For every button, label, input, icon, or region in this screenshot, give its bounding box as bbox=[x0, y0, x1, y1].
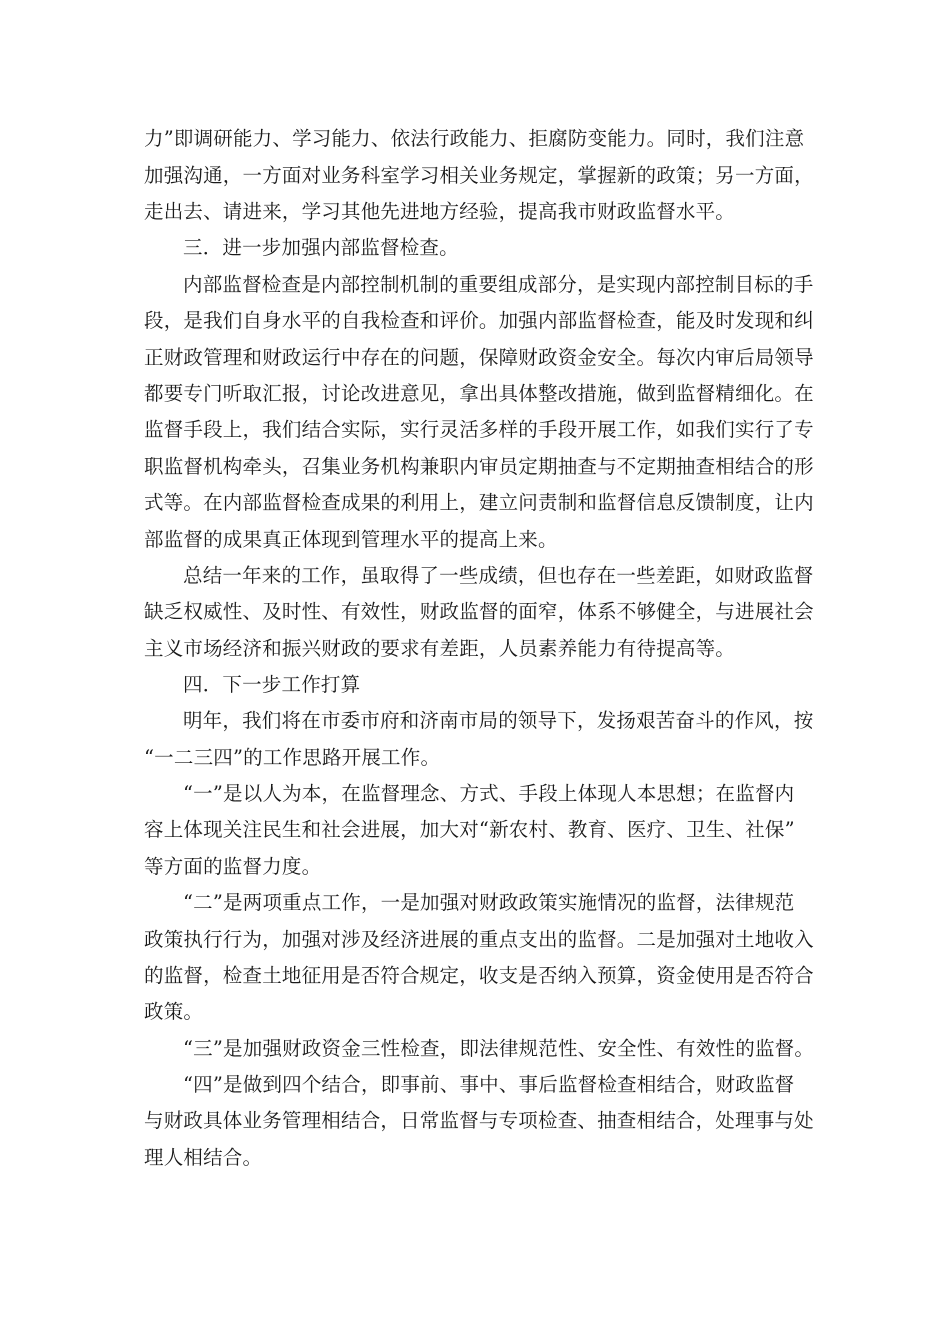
text-line: 理人相结合。 bbox=[144, 1146, 263, 1169]
text-line: 明年，我们将在市委市府和济南市局的领导下，发扬艰苦奋斗的作风，按 bbox=[183, 709, 814, 732]
text-line: 缺乏权威性、及时性、有效性，财政监督的面窄，体系不够健全，与进展社会 bbox=[144, 600, 814, 623]
text-line: “二”是两项重点工作，一是加强对财政政策实施情况的监督，法律规范 bbox=[183, 891, 795, 914]
text-line: 与财政具体业务管理相结合，日常监督与专项检查、抽查相结合，处理事与处 bbox=[144, 1109, 814, 1132]
section-heading: 三．进一步加强内部监督检查。 bbox=[183, 236, 459, 259]
text-line: 段，是我们自身水平的自我检查和评价。加强内部监督检查，能及时发现和纠 bbox=[144, 309, 814, 332]
text-line: 监督手段上，我们结合实际，实行灵活多样的手段开展工作，如我们实行了专 bbox=[144, 418, 814, 441]
text-line: “一”是以人为本，在监督理念、方式、手段上体现人本思想；在监督内 bbox=[183, 782, 795, 805]
text-line: 政策。 bbox=[144, 1000, 204, 1023]
text-line: “四”是做到四个结合，即事前、事中、事后监督检查相结合，财政监督 bbox=[183, 1073, 795, 1096]
text-line: 主义市场经济和振兴财政的要求有差距，人员素养能力有待提高等。 bbox=[144, 637, 736, 660]
text-line: 的监督，检查土地征用是否符合规定，收支是否纳入预算，资金使用是否符合 bbox=[144, 964, 814, 987]
text-line: 式等。在内部监督检查成果的利用上，建立问责制和监督信息反馈制度，让内 bbox=[144, 491, 814, 514]
text-line: 等方面的监督力度。 bbox=[144, 855, 322, 878]
text-line: 内部监督检查是内部控制机制的重要组成部分，是实现内部控制目标的手 bbox=[183, 273, 814, 296]
text-line: 容上体现关注民生和社会进展，加大对“新农村、教育、医疗、卫生、社保” bbox=[144, 818, 795, 841]
text-line: 力”即调研能力、学习能力、依法行政能力、拒腐防变能力。同时，我们注意 bbox=[144, 127, 805, 150]
section-heading: 四．下一步工作打算 bbox=[183, 673, 361, 696]
text-line: 都要专门听取汇报，讨论改进意见，拿出具体整改措施，做到监督精细化。在 bbox=[144, 382, 814, 405]
text-line: 正财政管理和财政运行中存在的问题，保障财政资金安全。每次内审后局领导 bbox=[144, 346, 814, 369]
text-line: “三”是加强财政资金三性检查，即法律规范性、安全性、有效性的监督。 bbox=[183, 1037, 815, 1060]
text-line: 部监督的成果真正体现到管理水平的提高上来。 bbox=[144, 528, 558, 551]
text-line: 总结一年来的工作，虽取得了一些成绩，但也存在一些差距，如财政监督 bbox=[183, 564, 814, 587]
text-line: 职监督机构牵头，召集业务机构兼职内审员定期抽查与不定期抽查相结合的形 bbox=[144, 455, 814, 478]
text-line: “一二三四”的工作思路开展工作。 bbox=[144, 746, 441, 769]
text-line: 加强沟通，一方面对业务科室学习相关业务规定，掌握新的政策；另一方面， bbox=[144, 164, 814, 187]
text-line: 走出去、请进来，学习其他先进地方经验，提高我市财政监督水平。 bbox=[144, 200, 736, 223]
text-line: 政策执行行为，加强对涉及经济进展的重点支出的监督。二是加强对土地收入 bbox=[144, 928, 814, 951]
